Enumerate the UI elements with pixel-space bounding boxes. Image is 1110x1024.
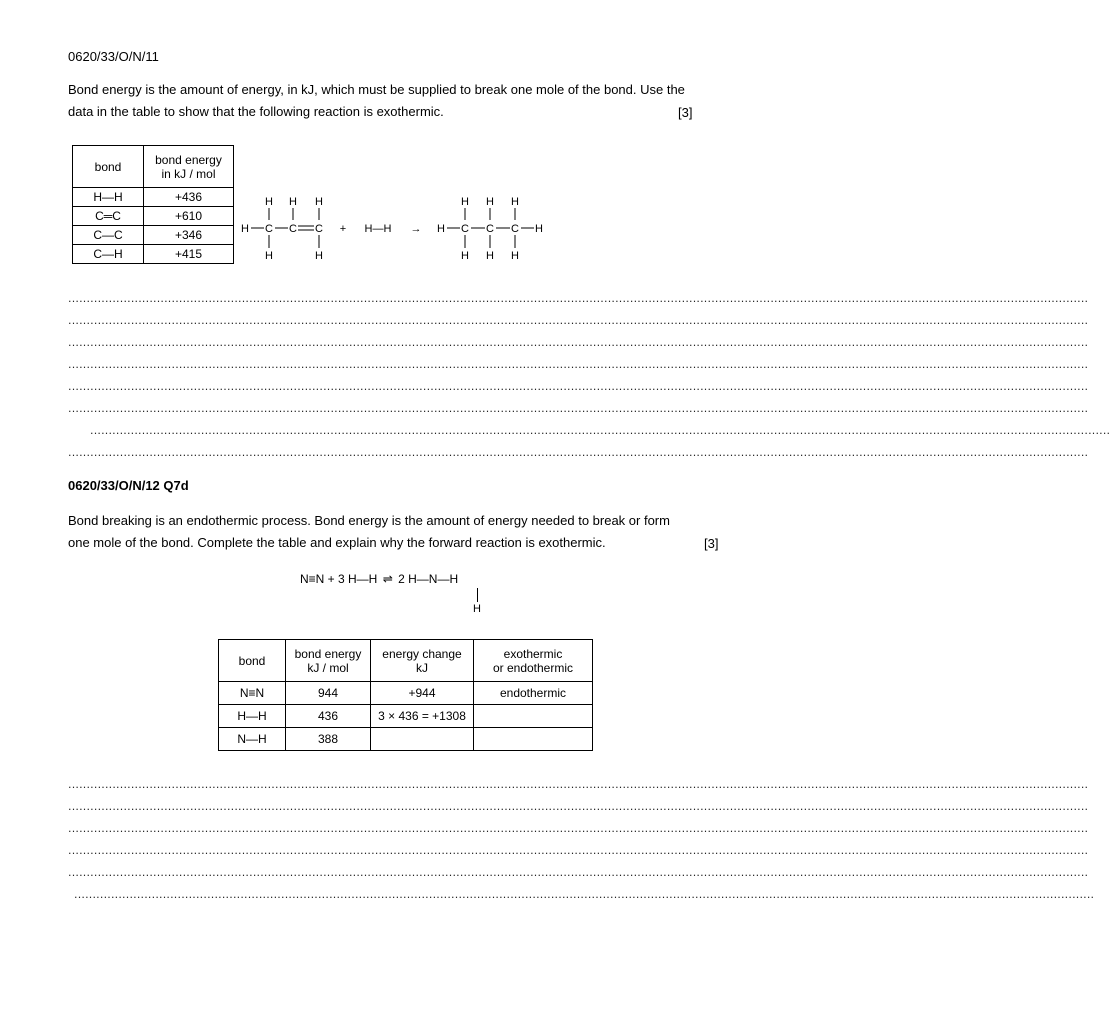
answer-line[interactable]: ....................................................................................................................................................................................................................................................................................: [68, 446, 1089, 459]
q2-reaction-equation: [300, 572, 458, 586]
q2-row-change[interactable]: +944: [371, 682, 474, 705]
atom-h: H: [461, 196, 469, 208]
q1-row-energy: +415: [144, 245, 234, 264]
q2-header-exo-line2: or endothermic: [492, 660, 574, 675]
q1-text-line-2: data in the table to show that the following reaction is exothermic.: [68, 104, 444, 119]
plus-sign: +: [339, 223, 347, 235]
table-row: [219, 705, 593, 728]
equilibrium-arrow-icon: ⇌: [382, 572, 393, 586]
atom-h: H: [315, 250, 323, 262]
answer-line[interactable]: ....................................................................................................................................................................................................................................................................................: [68, 336, 1089, 349]
q2-row-energy: 388: [286, 728, 371, 751]
answer-line[interactable]: ....................................................................................................................................................................................................................................................................................: [68, 778, 1089, 791]
atom-h: H: [265, 196, 273, 208]
n-h-bond-line: [477, 588, 478, 602]
answer-line[interactable]: ....................................................................................................................................................................................................................................................................................: [68, 358, 1089, 371]
q1-row-energy: +346: [144, 226, 234, 245]
atom-c: C: [315, 223, 323, 235]
table-row: [219, 682, 593, 705]
atom-c: C: [511, 223, 519, 235]
q2-equation-right: 2 H—N—H: [398, 572, 459, 586]
answer-line[interactable]: ....................................................................................................................................................................................................................................................................................: [68, 822, 1089, 835]
hydrogen-molecule: H—H: [364, 223, 392, 235]
answer-line[interactable]: ....................................................................................................................................................................................................................................................................................: [68, 292, 1089, 305]
answer-line[interactable]: ....................................................................................................................................................................................................................................................................................: [68, 314, 1089, 327]
q1-reaction-equation: [236, 188, 556, 270]
atom-c: C: [461, 223, 469, 235]
atom-c: C: [289, 223, 297, 235]
q2-header-energy: [286, 640, 371, 682]
answer-line[interactable]: ....................................................................................................................................................................................................................................................................................: [68, 380, 1089, 393]
q2-text-line-1: Bond breaking is an endothermic process. Bond energy is the amount of energy needed to break or form: [68, 513, 670, 528]
answer-line[interactable]: ....................................................................................................................................................................................................................................................................................: [74, 888, 1095, 901]
q2-header-change: [371, 640, 474, 682]
q1-row-bond: C═C: [73, 207, 144, 226]
table-row: [73, 188, 234, 207]
atom-h: H: [511, 196, 519, 208]
q2-header-exo: [474, 640, 593, 682]
q1-bond-energy-table: [72, 145, 234, 264]
q2-row-type[interactable]: [474, 728, 593, 751]
answer-line[interactable]: ....................................................................................................................................................................................................................................................................................: [68, 402, 1089, 415]
q1-row-bond: H—H: [73, 188, 144, 207]
q2-row-type[interactable]: endothermic: [474, 682, 593, 705]
q2-header-change-line1: energy change: [382, 646, 462, 661]
atom-h: H: [315, 196, 323, 208]
answer-line[interactable]: ....................................................................................................................................................................................................................................................................................: [90, 424, 1110, 437]
q1-text-line-1: Bond energy is the amount of energy, in kJ, which must be supplied to break one mole of the bond. Use the: [68, 82, 685, 97]
atom-h: H: [265, 250, 273, 262]
q1-header-bond: bond: [73, 146, 144, 188]
reaction-arrow: →: [410, 223, 422, 235]
answer-line[interactable]: ....................................................................................................................................................................................................................................................................................: [68, 800, 1089, 813]
q2-row-bond: H—H: [219, 705, 286, 728]
atom-c: C: [265, 223, 273, 235]
q1-code: 0620/33/O/N/11: [68, 49, 159, 64]
atom-h: H: [437, 223, 445, 235]
table-row: [73, 245, 234, 264]
table-row: [73, 207, 234, 226]
atom-h: H: [473, 603, 481, 615]
answer-line[interactable]: ....................................................................................................................................................................................................................................................................................: [68, 866, 1089, 879]
q1-header-energy-line2: in kJ / mol: [161, 166, 216, 181]
atom-h: H: [511, 250, 519, 262]
q2-row-bond: N≡N: [219, 682, 286, 705]
q2-header-change-line2: kJ: [416, 660, 428, 675]
q2-row-change[interactable]: 3 × 436 = +1308: [371, 705, 474, 728]
q2-row-bond: N—H: [219, 728, 286, 751]
q1-row-bond: C—C: [73, 226, 144, 245]
q2-row-energy: 436: [286, 705, 371, 728]
q2-row-type[interactable]: [474, 705, 593, 728]
atom-c: C: [486, 223, 494, 235]
q2-row-energy: 944: [286, 682, 371, 705]
q2-code: 0620/33/O/N/12 Q7d: [68, 478, 189, 493]
table-row: [73, 226, 234, 245]
q1-row-energy: +436: [144, 188, 234, 207]
q2-header-exo-line1: exothermic: [503, 646, 563, 661]
atom-h: H: [486, 250, 494, 262]
q1-row-energy: +610: [144, 207, 234, 226]
atom-h: H: [241, 223, 249, 235]
table-row: [219, 728, 593, 751]
q2-header-energy-line2: kJ / mol: [307, 660, 349, 675]
atom-h: H: [461, 250, 469, 262]
answer-line[interactable]: ....................................................................................................................................................................................................................................................................................: [68, 844, 1089, 857]
q2-header-bond: bond: [219, 640, 286, 682]
atom-h: H: [535, 223, 543, 235]
q2-row-change[interactable]: [371, 728, 474, 751]
q2-header-energy-line1: bond energy: [294, 646, 362, 661]
q1-marks: [3]: [678, 105, 693, 120]
atom-h: H: [289, 196, 297, 208]
q2-marks: [3]: [704, 536, 719, 551]
q2-text-line-2: one mole of the bond. Complete the table and explain why the forward reaction is exothermic.: [68, 535, 606, 550]
q2-bond-energy-table: [218, 639, 593, 751]
q1-header-energy-line1: bond energy: [155, 152, 222, 167]
q2-equation-left: N≡N + 3 H—H: [300, 572, 378, 586]
q1-header-energy: [144, 146, 234, 188]
atom-h: H: [486, 196, 494, 208]
q1-row-bond: C—H: [73, 245, 144, 264]
